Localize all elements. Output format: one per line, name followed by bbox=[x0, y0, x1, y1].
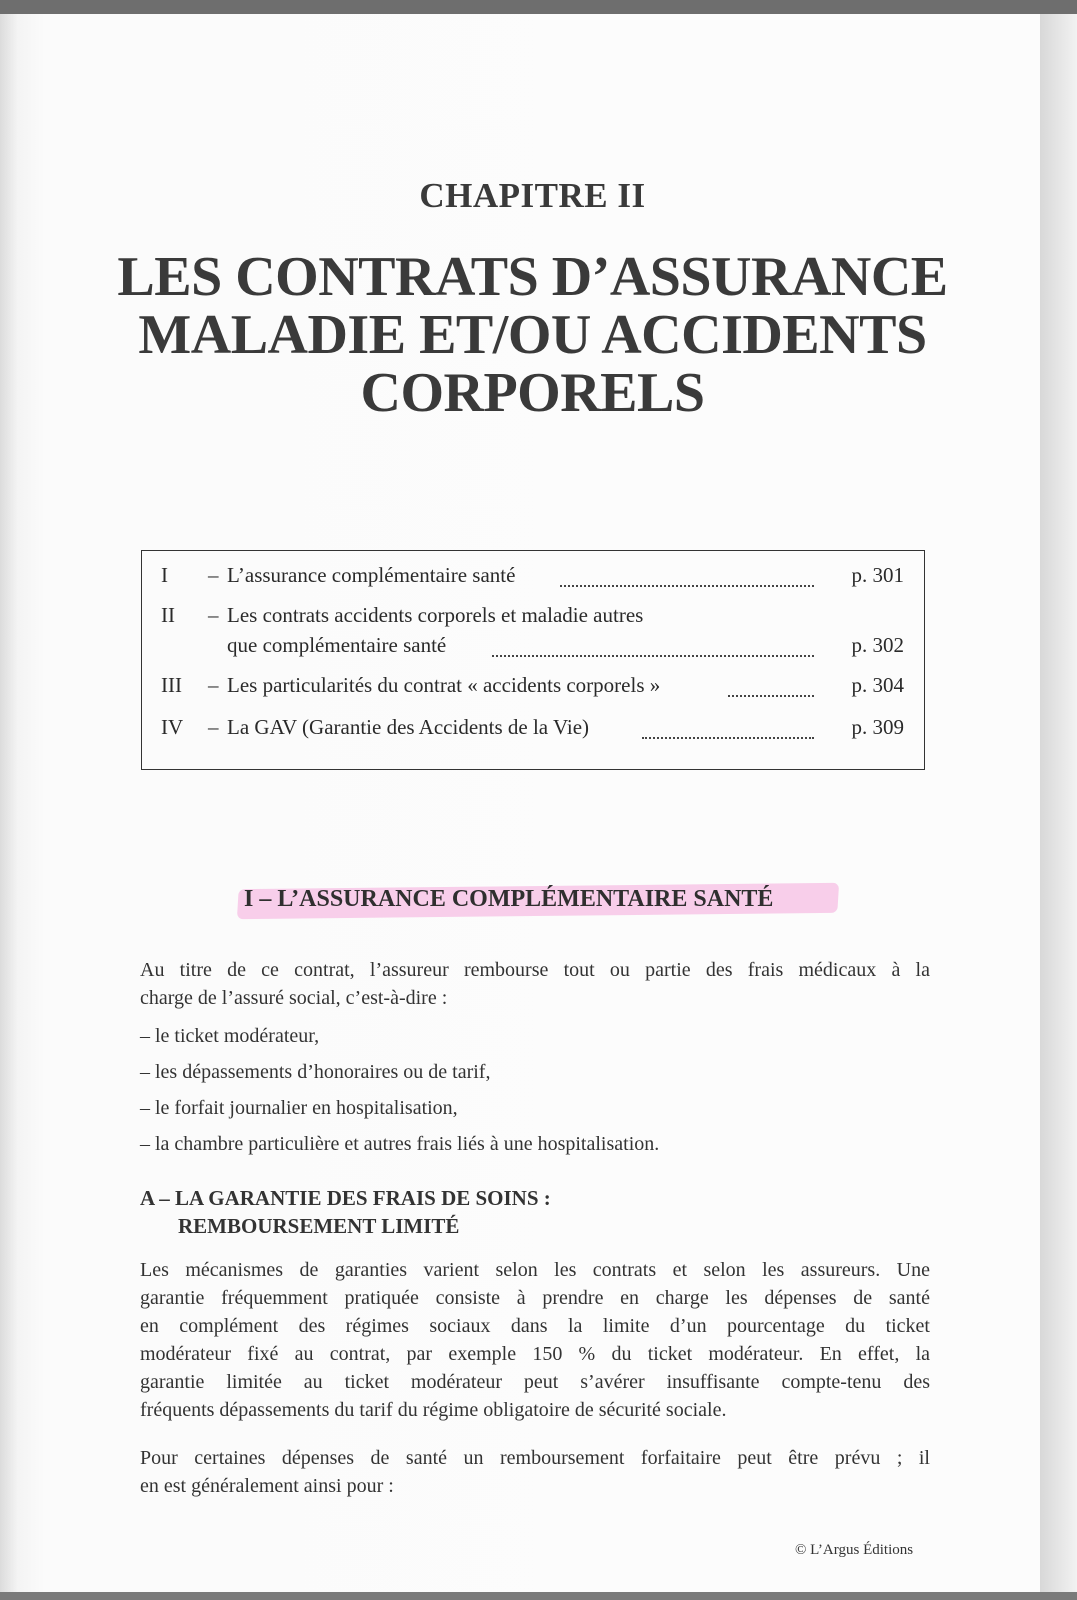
list-item: – le forfait journalier en hospitalisation, bbox=[140, 1097, 458, 1119]
toc-entry bbox=[142, 603, 924, 633]
toc-page: p. 304 bbox=[851, 673, 904, 697]
toc-dash: – bbox=[208, 673, 219, 697]
section-heading bbox=[232, 882, 852, 922]
toc-leader-dots bbox=[560, 585, 814, 587]
toc-number: II bbox=[161, 603, 175, 627]
text-line: modérateur fixé au contrat, par exemple 150 % du ticket modérateur. En effet, la bbox=[140, 1343, 930, 1365]
publisher-footer: © L’Argus Éditions bbox=[795, 1542, 914, 1558]
toc-dash: – bbox=[208, 715, 219, 739]
subheading: A – LA GARANTIE DES FRAIS DE SOINS : bbox=[140, 1186, 551, 1210]
toc-number: IV bbox=[161, 715, 184, 739]
toc-title: La GAV (Garantie des Accidents de la Vie) bbox=[227, 715, 590, 739]
list-item: – le ticket modérateur, bbox=[140, 1025, 320, 1047]
toc-dash: – bbox=[208, 563, 219, 587]
body-paragraph bbox=[140, 1444, 930, 1500]
toc-leader-dots bbox=[728, 695, 814, 697]
list-item: – les dépassements d’honoraires ou de tarif, bbox=[140, 1061, 491, 1083]
toc-entry bbox=[142, 715, 924, 745]
text-line: garantie limitée au ticket modérateur peut s’avérer insuffisante compte-tenu des bbox=[140, 1371, 930, 1393]
toc-page: p. 301 bbox=[851, 563, 904, 587]
section-title: I – L’ASSURANCE COMPLÉMENTAIRE SANTÉ bbox=[244, 886, 774, 912]
text-line: Pour certaines dépenses de santé un remboursement forfaitaire peut être prévu ; il bbox=[140, 1447, 930, 1469]
toc-leader-dots bbox=[642, 737, 814, 739]
toc-number: III bbox=[161, 673, 182, 697]
toc-entry bbox=[142, 563, 924, 593]
toc-title: L’assurance complémentaire santé bbox=[227, 563, 516, 587]
title-line: MALADIE ET/OU ACCIDENTS bbox=[138, 304, 927, 366]
table-of-contents bbox=[141, 550, 925, 770]
text-line: Les mécanismes de garanties varient selon les contrats et selon les assureurs. Une bbox=[140, 1259, 930, 1281]
page-edge bbox=[1040, 14, 1077, 1600]
text-line: en complément des régimes sociaux dans la limite d’un pourcentage du ticket bbox=[140, 1315, 930, 1337]
toc-entry-continued bbox=[142, 633, 924, 663]
toc-page: p. 302 bbox=[851, 633, 904, 657]
text-line: en est généralement ainsi pour : bbox=[140, 1475, 394, 1497]
toc-entry bbox=[142, 673, 924, 703]
toc-title: que complémentaire santé bbox=[227, 633, 447, 657]
body-paragraph bbox=[140, 1256, 930, 1424]
chapter-title bbox=[0, 248, 1040, 422]
intro-paragraph bbox=[140, 956, 930, 1012]
toc-page: p. 309 bbox=[851, 715, 904, 739]
toc-title: Les particularités du contrat « accidents corporels » bbox=[227, 673, 661, 697]
toc-title: Les contrats accidents corporels et maladie autres bbox=[227, 603, 644, 627]
toc-leader-dots bbox=[492, 655, 814, 657]
text-line: fréquents dépassements du tarif du régime obligatoire de sécurité sociale. bbox=[140, 1399, 727, 1421]
text-line: garantie fréquemment pratiquée consiste à prendre en charge les dépenses de santé bbox=[140, 1287, 930, 1309]
list-item: – la chambre particulière et autres frais liés à une hospitalisation. bbox=[140, 1133, 660, 1155]
title-line: LES CONTRATS D’ASSURANCE bbox=[117, 246, 948, 308]
text-line: charge de l’assuré social, c’est-à-dire : bbox=[140, 987, 448, 1009]
book-page bbox=[0, 14, 1040, 1594]
title-line: CORPORELS bbox=[360, 362, 705, 424]
toc-dash: – bbox=[208, 603, 219, 627]
chapter-label: CHAPITRE II bbox=[419, 176, 646, 215]
toc-number: I bbox=[161, 563, 168, 587]
scan-border bbox=[0, 1592, 1077, 1600]
text-line: Au titre de ce contrat, l’assureur rembourse tout ou partie des frais médicaux à la bbox=[140, 959, 930, 981]
subheading-continued: REMBOURSEMENT LIMITÉ bbox=[178, 1214, 460, 1238]
